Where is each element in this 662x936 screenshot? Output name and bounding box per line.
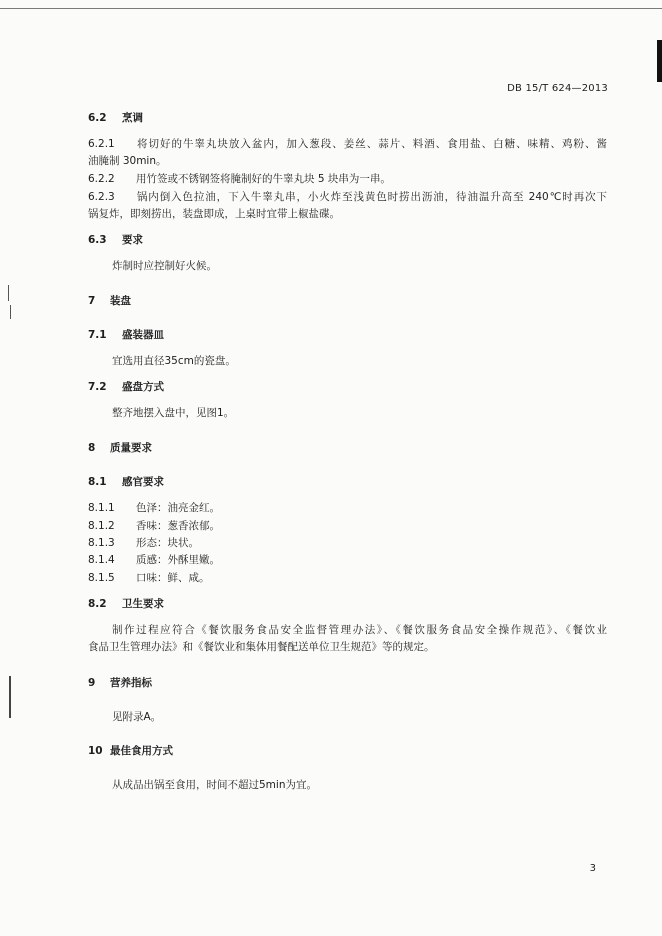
clause-6-2-1-cont: 油腌制 30min。 <box>88 155 167 167</box>
clause-6-2-2: 6.2.2 用竹签或不锈钢签将腌制好的牛睾丸块 5 块串为一串。 <box>88 173 391 185</box>
document-code: DB 15/T 624—2013 <box>507 83 608 94</box>
scan-artifact <box>9 676 11 718</box>
list-item: 8.1.5 口味：鲜、咸。 <box>88 572 210 584</box>
list-item: 8.1.3 形态：块状。 <box>88 537 199 549</box>
scan-artifact <box>10 305 11 319</box>
section-7-heading: 7 装盘 <box>88 295 131 307</box>
section-8-2-text: 制作过程应符合《餐饮服务食品安全监督管理办法》、《餐饮服务食品安全操作规范》、《餐饮业 <box>112 624 607 636</box>
clause-6-2-3: 6.2.3 锅内倒入色拉油，下入牛睾丸串，小火炸至浅黄色时捞出沥油，待油温升高至 240℃时再次下 <box>88 191 607 203</box>
section-6-3-heading: 6.3 要求 <box>88 234 143 246</box>
list-item: 8.1.1 色泽：油亮金红。 <box>88 502 220 514</box>
section-7-2-heading: 7.2 盛盘方式 <box>88 381 164 393</box>
section-9-heading: 9 营养指标 <box>88 677 152 689</box>
scan-artifact <box>8 285 9 301</box>
section-8-2-text-cont: 食品卫生管理办法》和《餐饮业和集体用餐配送单位卫生规范》等的规定。 <box>88 641 435 653</box>
section-6-2-heading: 6.2 烹调 <box>88 112 143 124</box>
page-number: 3 <box>589 863 596 874</box>
section-10-text: 从成品出锅至食用，时间不超过5min为宜。 <box>112 779 317 791</box>
section-7-2-text: 整齐地摆入盘中，见图1。 <box>112 407 235 419</box>
section-7-1-heading: 7.1 盛装器皿 <box>88 329 164 341</box>
section-6-3-text: 炸制时应控制好火候。 <box>112 260 217 272</box>
clause-6-2-3-cont: 锅复炸，即刻捞出，装盘即成，上桌时宜带上椒盐碟。 <box>88 208 340 220</box>
list-item: 8.1.2 香味：葱香浓郁。 <box>88 520 220 532</box>
section-10-heading: 10 最佳食用方式 <box>88 745 173 757</box>
section-8-1-heading: 8.1 感官要求 <box>88 476 164 488</box>
section-8-2-heading: 8.2 卫生要求 <box>88 598 164 610</box>
section-7-1-text: 宜选用直径35cm的瓷盘。 <box>112 355 236 367</box>
section-8-heading: 8 质量要求 <box>88 442 152 454</box>
list-item: 8.1.4 质感：外酥里嫩。 <box>88 554 220 566</box>
clause-6-2-1: 6.2.1 将切好的牛睾丸块放入盆内，加入葱段、姜丝、蒜片、料酒、食用盐、白糖、味精、鸡粉、酱 <box>88 138 607 150</box>
scan-edge-mark <box>657 40 662 82</box>
top-border-line <box>0 8 662 9</box>
section-9-text: 见附录A。 <box>112 711 162 723</box>
